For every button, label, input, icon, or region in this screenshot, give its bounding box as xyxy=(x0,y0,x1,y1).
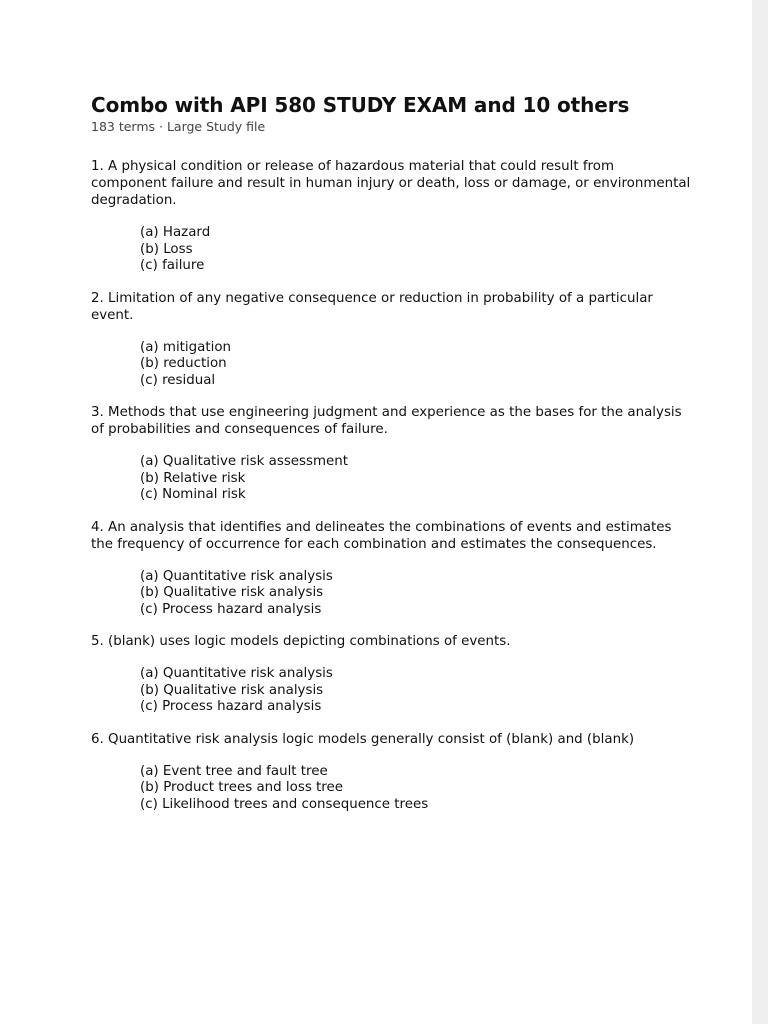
question-1 xyxy=(91,158,691,275)
option-c: (c) Process hazard analysis xyxy=(140,601,322,617)
option-a: (a) Event tree and fault tree xyxy=(140,763,328,779)
option-a: (a) Quantitative risk analysis xyxy=(140,568,333,584)
option-b: (b) Qualitative risk analysis xyxy=(140,682,324,698)
question-text: 2. Limitation of any negative consequence or reduction in probability of a particular event. xyxy=(91,290,653,323)
option-b: (b) Qualitative risk analysis xyxy=(140,585,324,600)
document-content xyxy=(91,92,691,828)
question-4 xyxy=(91,519,691,619)
question-text: 1. A physical condition or release of hazardous material that could result from component failure and result in human injury or death, loss or damage, or environmental degradation. xyxy=(91,159,691,208)
page-gutter xyxy=(752,0,768,1024)
option-c: (c) failure xyxy=(140,258,205,273)
option-list xyxy=(91,764,691,814)
option-c: (c) residual xyxy=(140,372,216,388)
question-text: 3. Methods that use engineering judgment and experience as the bases for the analysis of probabilities and consequences of failure. xyxy=(91,405,682,437)
question-text: 5. (blank) uses logic models depicting combinations of events. xyxy=(91,634,511,649)
question-text: 6. Quantitative risk analysis logic models generally consist of (blank) and (blank) xyxy=(91,731,635,747)
option-c: (c) Process hazard analysis xyxy=(140,699,322,714)
option-b: (b) reduction xyxy=(140,356,227,371)
option-b: (b) Relative risk xyxy=(140,470,246,486)
question-5 xyxy=(91,633,691,716)
question-3 xyxy=(91,404,691,504)
option-a: (a) mitigation xyxy=(140,339,232,355)
question-text: 4. An analysis that identifies and delineates the combinations of events and estimates the frequency of occurrence for each combination and estimates the consequences. xyxy=(91,519,672,552)
option-a: (a) Qualitative risk assessment xyxy=(140,454,349,469)
option-b: (b) Product trees and loss tree xyxy=(140,780,343,795)
option-b: (b) Loss xyxy=(140,241,193,257)
option-list xyxy=(91,569,691,619)
option-c: (c) Nominal risk xyxy=(140,487,246,502)
document-subtitle: 183 terms · Large Study file xyxy=(91,119,266,134)
option-list xyxy=(91,666,691,716)
option-c: (c) Likelihood trees and consequence trees xyxy=(140,796,429,812)
option-a: (a) Hazard xyxy=(140,225,211,240)
option-list xyxy=(91,454,691,504)
question-2 xyxy=(91,290,691,390)
question-6 xyxy=(91,731,691,814)
document-title: Combo with API 580 STUDY EXAM and 10 others xyxy=(91,93,630,117)
option-list xyxy=(91,340,691,390)
option-list xyxy=(91,225,691,275)
option-a: (a) Quantitative risk analysis xyxy=(140,666,333,681)
